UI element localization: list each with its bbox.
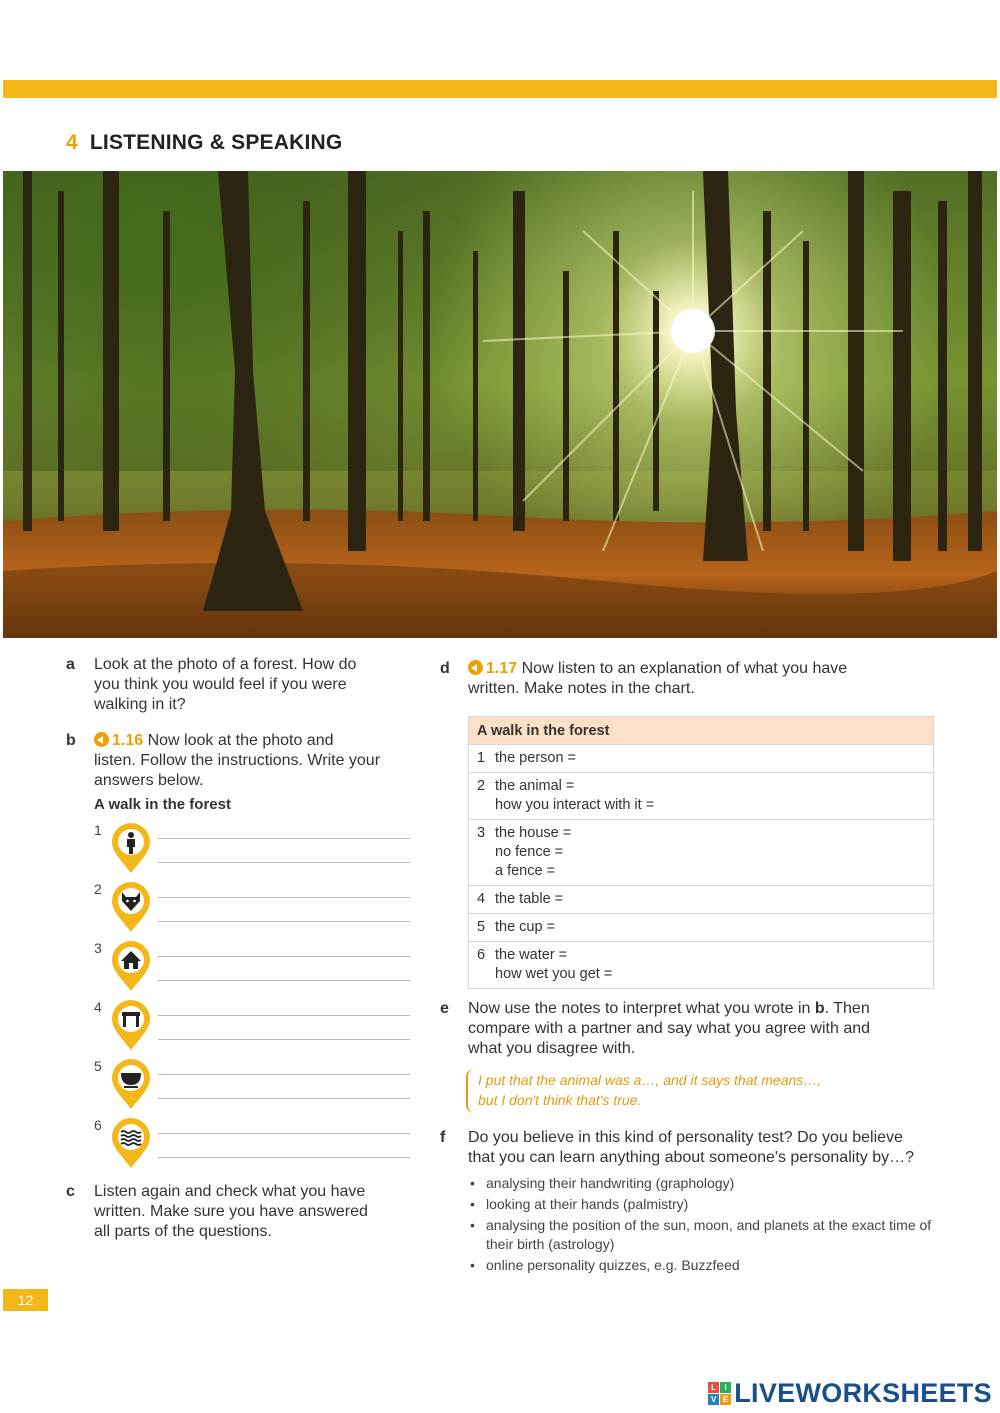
chart-row-number: 3 — [477, 825, 486, 841]
chart-row-text: the water = — [495, 947, 568, 963]
chart-header: A walk in the forest — [469, 717, 934, 745]
chart-row — [469, 820, 934, 886]
list-item: • analysing their handwriting (graphology) — [468, 1174, 938, 1193]
question-e — [440, 999, 938, 1059]
chart-row-number: 6 — [477, 947, 486, 963]
chart-row — [469, 745, 934, 773]
answer-line[interactable] — [158, 862, 410, 863]
answer-number: 1 — [94, 822, 102, 838]
chart-row-text: the house = — [495, 825, 572, 841]
answer-line[interactable] — [158, 921, 410, 922]
answer-line[interactable] — [158, 956, 410, 957]
question-e-line-1: Now use the notes to interpret what you wrote in — [468, 1000, 815, 1017]
audio-track-number: 1.17 — [486, 660, 518, 677]
logo-letter: L — [708, 1382, 719, 1393]
chart-cell[interactable] — [469, 820, 934, 886]
question-b-line-3: answers below. — [94, 772, 204, 789]
water-icon — [110, 1117, 152, 1169]
example-bracket — [466, 1069, 478, 1113]
question-e-line-1-end: . Then — [824, 1000, 870, 1017]
answer-number: 2 — [94, 881, 102, 897]
question-letter: a — [66, 656, 75, 673]
chart-row-number: 4 — [477, 891, 486, 907]
answer-line[interactable] — [158, 1157, 410, 1158]
audio-play-icon[interactable] — [468, 660, 483, 675]
question-d-line-1: Now listen to an explanation of what you have — [521, 660, 848, 677]
answer-line[interactable] — [158, 1133, 410, 1134]
list-item: • online personality quizzes, e.g. Buzzfeed — [468, 1256, 938, 1275]
question-c — [66, 1182, 414, 1242]
list-item: • looking at their hands (palmistry) — [468, 1195, 938, 1214]
answer-number: 5 — [94, 1058, 102, 1074]
table-icon — [110, 999, 152, 1051]
answer-line[interactable] — [158, 1015, 410, 1016]
question-d — [440, 659, 938, 699]
answer-line[interactable] — [158, 1074, 410, 1075]
question-letter: b — [66, 732, 76, 749]
question-letter: c — [66, 1183, 75, 1200]
chart-cell[interactable] — [469, 886, 934, 914]
answer-number: 4 — [94, 999, 102, 1015]
chart-row — [469, 773, 934, 820]
fox-icon — [110, 881, 152, 933]
question-letter: e — [440, 1000, 449, 1017]
chart-row-text: the person = — [495, 750, 577, 766]
section-number: 4 — [66, 131, 78, 154]
answer-row-5 — [94, 1058, 414, 1112]
house-icon — [110, 940, 152, 992]
question-b-line-2: listen. Follow the instructions. Write your — [94, 752, 381, 769]
section-title — [66, 131, 342, 155]
question-b — [66, 731, 424, 791]
top-accent-bar — [3, 80, 997, 98]
question-a-line-1: Look at the photo of a forest. How do — [94, 656, 357, 673]
chart-row-number: 2 — [477, 778, 486, 794]
question-b-line-1: Now look at the photo and — [147, 732, 334, 749]
brand-name: LIVEWORKSHEETS — [734, 1378, 992, 1408]
section-title-text: LISTENING & SPEAKING — [89, 131, 343, 154]
chart-cell[interactable] — [469, 773, 934, 820]
chart-row-subtext: no fence = — [495, 844, 564, 860]
chart-cell[interactable] — [469, 914, 934, 942]
question-f-line-1: Do you believe in this kind of personality test? Do you believe — [468, 1129, 903, 1146]
chart-cell[interactable] — [469, 942, 934, 989]
question-a — [66, 655, 414, 715]
question-e-line-3: what you disagree with. — [468, 1040, 636, 1057]
question-c-line-3: all parts of the questions. — [94, 1223, 272, 1240]
question-f-line-2: that you can learn anything about someone's personality by…? — [468, 1149, 914, 1166]
chart-header-row — [469, 717, 934, 745]
answer-row-2 — [94, 881, 414, 935]
answer-line[interactable] — [158, 1098, 410, 1099]
example-line-1: I put that the animal was a…, and it says that means…, — [478, 1072, 822, 1088]
chart-row-text: the animal = — [495, 778, 575, 794]
chart-row-number: 5 — [477, 919, 486, 935]
liveworksheets-logo[interactable] — [708, 1378, 992, 1409]
answer-number: 6 — [94, 1117, 102, 1133]
chart-row — [469, 886, 934, 914]
personality-methods-list — [468, 1174, 938, 1277]
question-letter: d — [440, 660, 450, 677]
answer-line[interactable] — [158, 838, 410, 839]
chart-row-text: the cup = — [495, 919, 556, 935]
walk-subheading: A walk in the forest — [94, 796, 231, 813]
chart-row-subtext: how you interact with it = — [495, 797, 655, 813]
list-item: • analysing the position of the sun, moon, and planets at the exact time of their birth (astrology) — [468, 1216, 938, 1254]
logo-icon — [708, 1382, 731, 1405]
question-c-line-2: written. Make sure you have answered — [94, 1203, 368, 1220]
answer-line[interactable] — [158, 897, 410, 898]
chart-row-subtext: a fence = — [495, 863, 556, 879]
logo-letter: I — [720, 1382, 731, 1393]
forest-photo — [3, 171, 997, 638]
question-letter: f — [440, 1129, 446, 1146]
page-number: 12 — [3, 1289, 48, 1311]
chart-row-subtext: how wet you get = — [495, 966, 613, 982]
question-e-line-2: compare with a partner and say what you agree with and — [468, 1020, 871, 1037]
audio-play-icon[interactable] — [94, 732, 109, 747]
chart-row-number: 1 — [477, 750, 486, 766]
answer-line[interactable] — [158, 1039, 410, 1040]
question-d-line-2: written. Make notes in the chart. — [468, 680, 695, 697]
chart-row — [469, 914, 934, 942]
question-a-line-3: walking in it? — [94, 696, 186, 713]
logo-letter: V — [708, 1394, 719, 1405]
chart-row-text: the table = — [495, 891, 564, 907]
answer-row-6 — [94, 1117, 414, 1171]
answer-line[interactable] — [158, 980, 410, 981]
chart-cell[interactable] — [469, 745, 934, 773]
notes-chart — [468, 716, 934, 989]
example-speech — [478, 1070, 821, 1110]
example-line-2: but I don't think that's true. — [478, 1092, 642, 1108]
cup-icon — [110, 1058, 152, 1110]
question-a-line-2: you think you would feel if you were — [94, 676, 347, 693]
question-e-bold-ref: b — [814, 1000, 825, 1017]
question-c-line-1: Listen again and check what you have — [94, 1183, 366, 1200]
answer-row-1 — [94, 822, 414, 876]
answer-row-3 — [94, 940, 414, 994]
audio-track-number: 1.16 — [112, 732, 144, 749]
chart-row — [469, 942, 934, 989]
answer-number: 3 — [94, 940, 102, 956]
person-icon — [110, 822, 152, 874]
answer-row-4 — [94, 999, 414, 1053]
logo-letter: E — [720, 1394, 731, 1405]
question-f — [440, 1128, 948, 1168]
